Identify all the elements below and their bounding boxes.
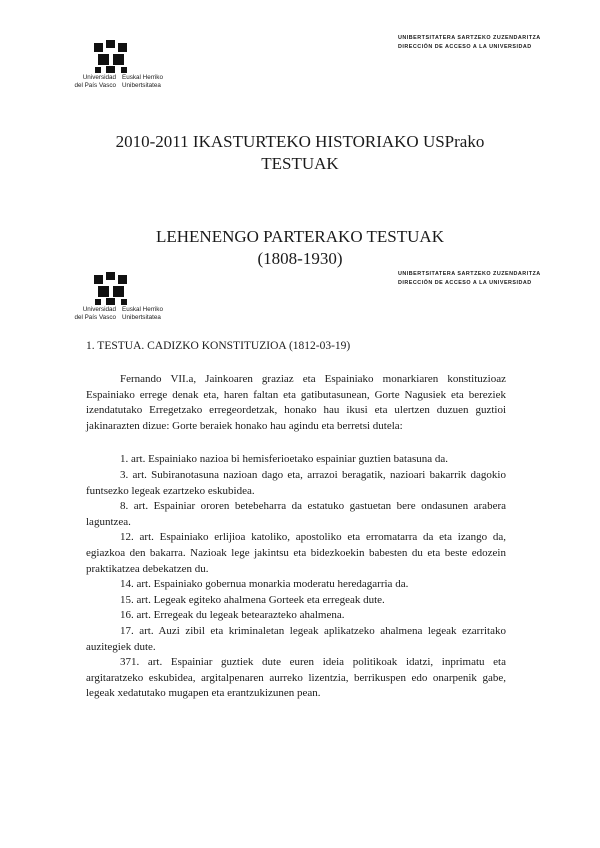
office-line-eu: UNIBERTSITATERA SARTZEKO ZUZENDARITZA: [398, 271, 541, 277]
document-title: [60, 131, 540, 175]
university-name-es: [58, 74, 116, 89]
section-heading: 1. TESTUA. CADIZKO KONSTITUZIOA (1812-03-19): [86, 340, 351, 352]
university-name-es: [58, 306, 116, 321]
university-es-line-1: Universidad: [82, 306, 116, 313]
university-eu-line-2: Unibertsitatea: [122, 81, 161, 89]
document-title-line-2: TESTUAK: [261, 154, 339, 173]
university-eu-line-1: Euskal Herriko: [122, 306, 163, 313]
office-header: [398, 34, 541, 51]
article-12: 12. art. Espainiako erlijioa katoliko, apostoliko eta erromatarra da eta izango da, egiazkoa den bakarra. Nazioak lege jakintsu eta bidezkoekin babesten du eta beste edozein praktikatzea debekatzen du.: [86, 531, 506, 575]
university-es-line-2: del País Vasco: [74, 81, 116, 89]
article-3: 3. art. Subiranotasuna nazioan dago eta, arrazoi beragatik, nazioari bakarrik dagokio funtsezko legeak ezartzeko eskubidea.: [86, 468, 506, 497]
university-logo-repeat: [58, 272, 178, 332]
part-title-line-2: (1808-1930): [257, 249, 343, 268]
intro-paragraph: Fernando VII.a, Jainkoaren graziaz eta Espainiako monarkiaren konstituzioaz Espainiako errege denak eta, haren faltan eta gatibutasunean, Gorte Nagusiek eta bereziek izendatutako Erregetzako erregeordetzak, honako hau ikusi eta ulertzen duzuen guztioi jakinarazten dizue: Gorte beraiek honako hau agindu eta berretsi dutela:: [86, 373, 506, 432]
university-name-eu: [122, 306, 182, 321]
university-eu-line-1: Euskal Herriko: [122, 74, 163, 81]
article-16: 16. art. Erregeak du legeak betearazteko ahalmena.: [120, 609, 345, 622]
office-line-eu: UNIBERTSITATERA SARTZEKO ZUZENDARITZA: [398, 35, 541, 41]
university-eu-line-2: Unibertsitatea: [122, 313, 161, 321]
office-header-repeat: [398, 270, 541, 287]
article-371: 371. art. Espainiar guztiek dute euren ideia politikoak idatzi, inprimatu eta argitaratzeko eskubidea, argitalpenaren aurreko lizentzia, berrikuspen edo onarpenik gabe, legeak xedatutako mugapen eta erantzukizunen pean.: [86, 656, 506, 700]
article-14: 14. art. Espainiako gobernua monarkia moderatu heredagarria da.: [120, 578, 409, 591]
university-name-eu: [122, 74, 182, 89]
upv-ehu-emblem-icon: [94, 272, 130, 306]
article-15: 15. art. Legeak egiteko ahalmena Gorteek eta erregeak dute.: [120, 593, 385, 606]
paragraph-spacer: [86, 434, 506, 452]
article-8: 8. art. Espainiar ororen betebeharra da estatuko gastuetan bere ondasunen arabera laguntzea.: [86, 500, 506, 528]
university-es-line-1: Universidad: [82, 74, 116, 81]
article-1: 1. art. Espainiako nazioa bi hemisferioetako espainiar guztien batasuna da.: [120, 453, 449, 466]
article-17: 17. art. Auzi zibil eta kriminaletan legeak aplikatzeko ahalmena legeak ezarritako auzitegiek dute.: [86, 624, 506, 653]
upv-ehu-emblem-icon: [94, 40, 130, 74]
part-title: [60, 226, 540, 270]
text-body: [86, 372, 506, 702]
university-es-line-2: del País Vasco: [74, 313, 116, 321]
office-line-es: DIRECCIÓN DE ACCESO A LA UNIVERSIDAD: [398, 279, 532, 286]
part-title-line-1: LEHENENGO PARTERAKO TESTUAK: [156, 227, 444, 246]
office-line-es: DIRECCIÓN DE ACCESO A LA UNIVERSIDAD: [398, 43, 532, 50]
document-title-line-1: 2010-2011 IKASTURTEKO HISTORIAKO USPrako: [115, 132, 485, 151]
university-logo: [58, 40, 178, 100]
